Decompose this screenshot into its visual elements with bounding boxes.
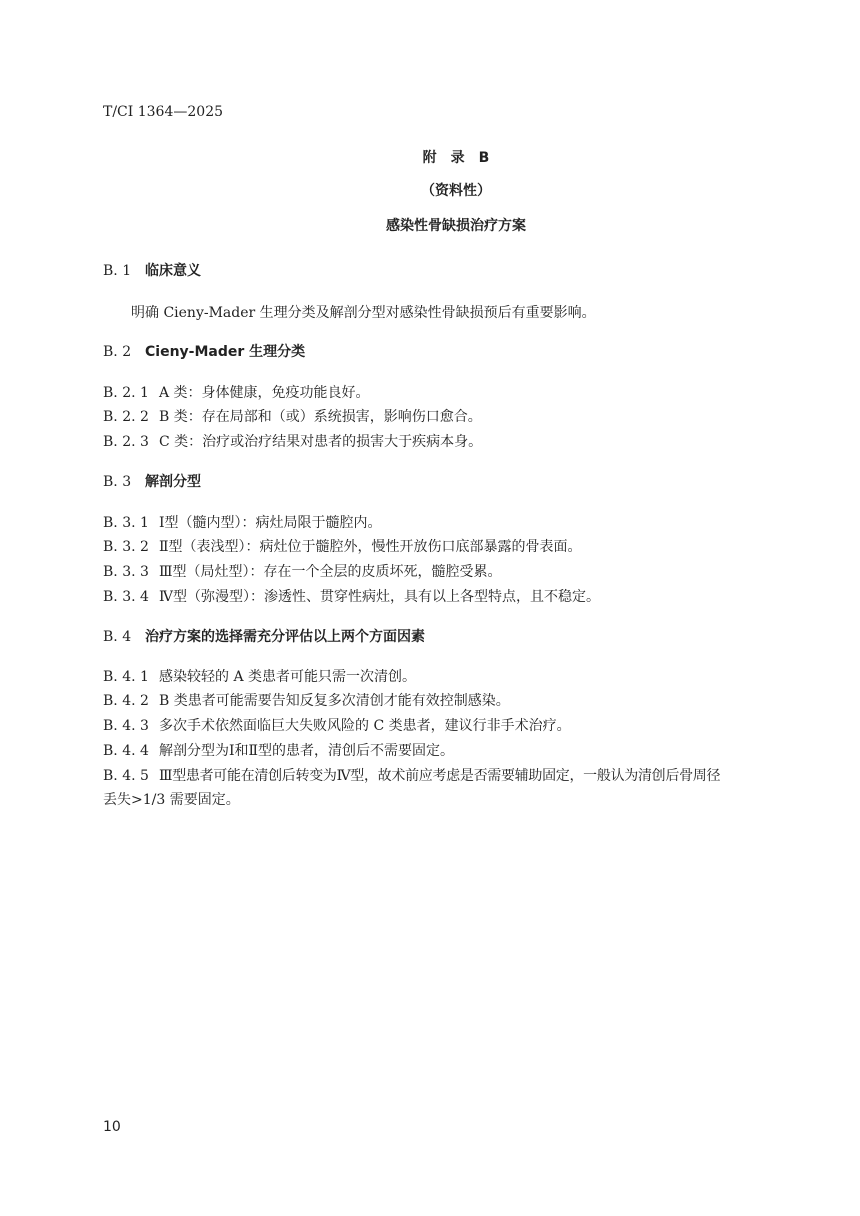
- section-title: 治疗方案的选择需充分评估以上两个方面因素: [145, 629, 425, 645]
- item-text: A 类：身体健康，免疫功能良好。: [159, 385, 370, 401]
- item-text: 多次手术依然面临巨大失败风险的 C 类患者，建议行非手术治疗。: [159, 718, 571, 734]
- item-number: B. 4. 1: [103, 669, 149, 685]
- appendix-nature: （资料性）: [421, 183, 491, 199]
- standard-number-text: T/CI 1364—2025: [103, 104, 224, 120]
- item-number: B. 3. 2: [103, 539, 149, 555]
- section-heading-b2: [103, 343, 305, 361]
- list-item: [103, 692, 510, 710]
- list-item: [103, 668, 416, 686]
- section-heading-b4: [103, 628, 425, 646]
- section-title: 临床意义: [145, 263, 201, 279]
- list-item: [103, 514, 382, 532]
- item-number: B. 4. 5: [103, 768, 149, 784]
- list-item: [103, 433, 482, 451]
- item-text: C 类：治疗或治疗结果对患者的损害大于疾病本身。: [159, 434, 483, 450]
- item-text: 感染较轻的 A 类患者可能只需一次清创。: [159, 669, 417, 685]
- item-number: B. 2. 1: [103, 385, 149, 401]
- item-number: B. 2. 2: [103, 409, 149, 425]
- list-item: [103, 742, 454, 760]
- page-number: 10: [103, 1119, 121, 1135]
- appendix-label: 附 录 B: [422, 150, 490, 166]
- section-number: B. 1: [103, 263, 132, 279]
- list-item-continuation: 丢失>1/3 需要固定。: [103, 792, 240, 808]
- section-title: Cieny-Mader 生理分类: [145, 344, 306, 360]
- list-item: [103, 563, 502, 581]
- item-text: B 类患者可能需要告知反复多次清创才能有效控制感染。: [159, 693, 510, 709]
- section-number: B. 2: [103, 344, 132, 360]
- list-item: [103, 538, 582, 556]
- b1-paragraph: 明确 Cieny-Mader 生理分类及解剖分型对感染性骨缺损预后有重要影响。: [131, 305, 596, 321]
- standard-number: [103, 103, 223, 121]
- item-number: B. 3. 3: [103, 564, 149, 580]
- item-number: B. 2. 3: [103, 434, 149, 450]
- section-heading-b3: [103, 473, 201, 491]
- list-item: [103, 717, 571, 735]
- list-item: [103, 767, 720, 785]
- item-number: B. 3. 1: [103, 515, 149, 531]
- item-text: Ⅱ型（表浅型）：病灶位于髓腔外，慢性开放伤口底部暴露的骨表面。: [159, 539, 582, 555]
- item-number: B. 4. 4: [103, 743, 149, 759]
- list-item: [103, 408, 482, 426]
- item-text: 解剖分型为Ⅰ和Ⅱ型的患者，清创后不需要固定。: [159, 743, 455, 759]
- item-number: B. 3. 4: [103, 589, 149, 605]
- section-heading-b1: [103, 262, 201, 280]
- section-title: 解剖分型: [145, 474, 201, 490]
- section-number: B. 3: [103, 474, 132, 490]
- list-item: [103, 588, 600, 606]
- item-number: B. 4. 3: [103, 718, 149, 734]
- item-text: Ⅳ型（弥漫型）：渗透性、贯穿性病灶，具有以上各型特点，且不稳定。: [159, 589, 600, 605]
- item-text: B 类：存在局部和（或）系统损害，影响伤口愈合。: [159, 409, 482, 425]
- section-number: B. 4: [103, 629, 132, 645]
- item-text: Ⅲ型患者可能在清创后转变为Ⅳ型，故术前应考虑是否需要辅助固定，一般认为清创后骨周径: [159, 768, 721, 784]
- item-text: Ⅲ型（局灶型）：存在一个全层的皮质坏死，髓腔受累。: [159, 564, 502, 580]
- item-text: Ⅰ型（髓内型）：病灶局限于髓腔内。: [159, 515, 382, 531]
- appendix-title: 感染性骨缺损治疗方案: [386, 218, 526, 234]
- item-number: B. 4. 2: [103, 693, 149, 709]
- list-item: [103, 384, 370, 402]
